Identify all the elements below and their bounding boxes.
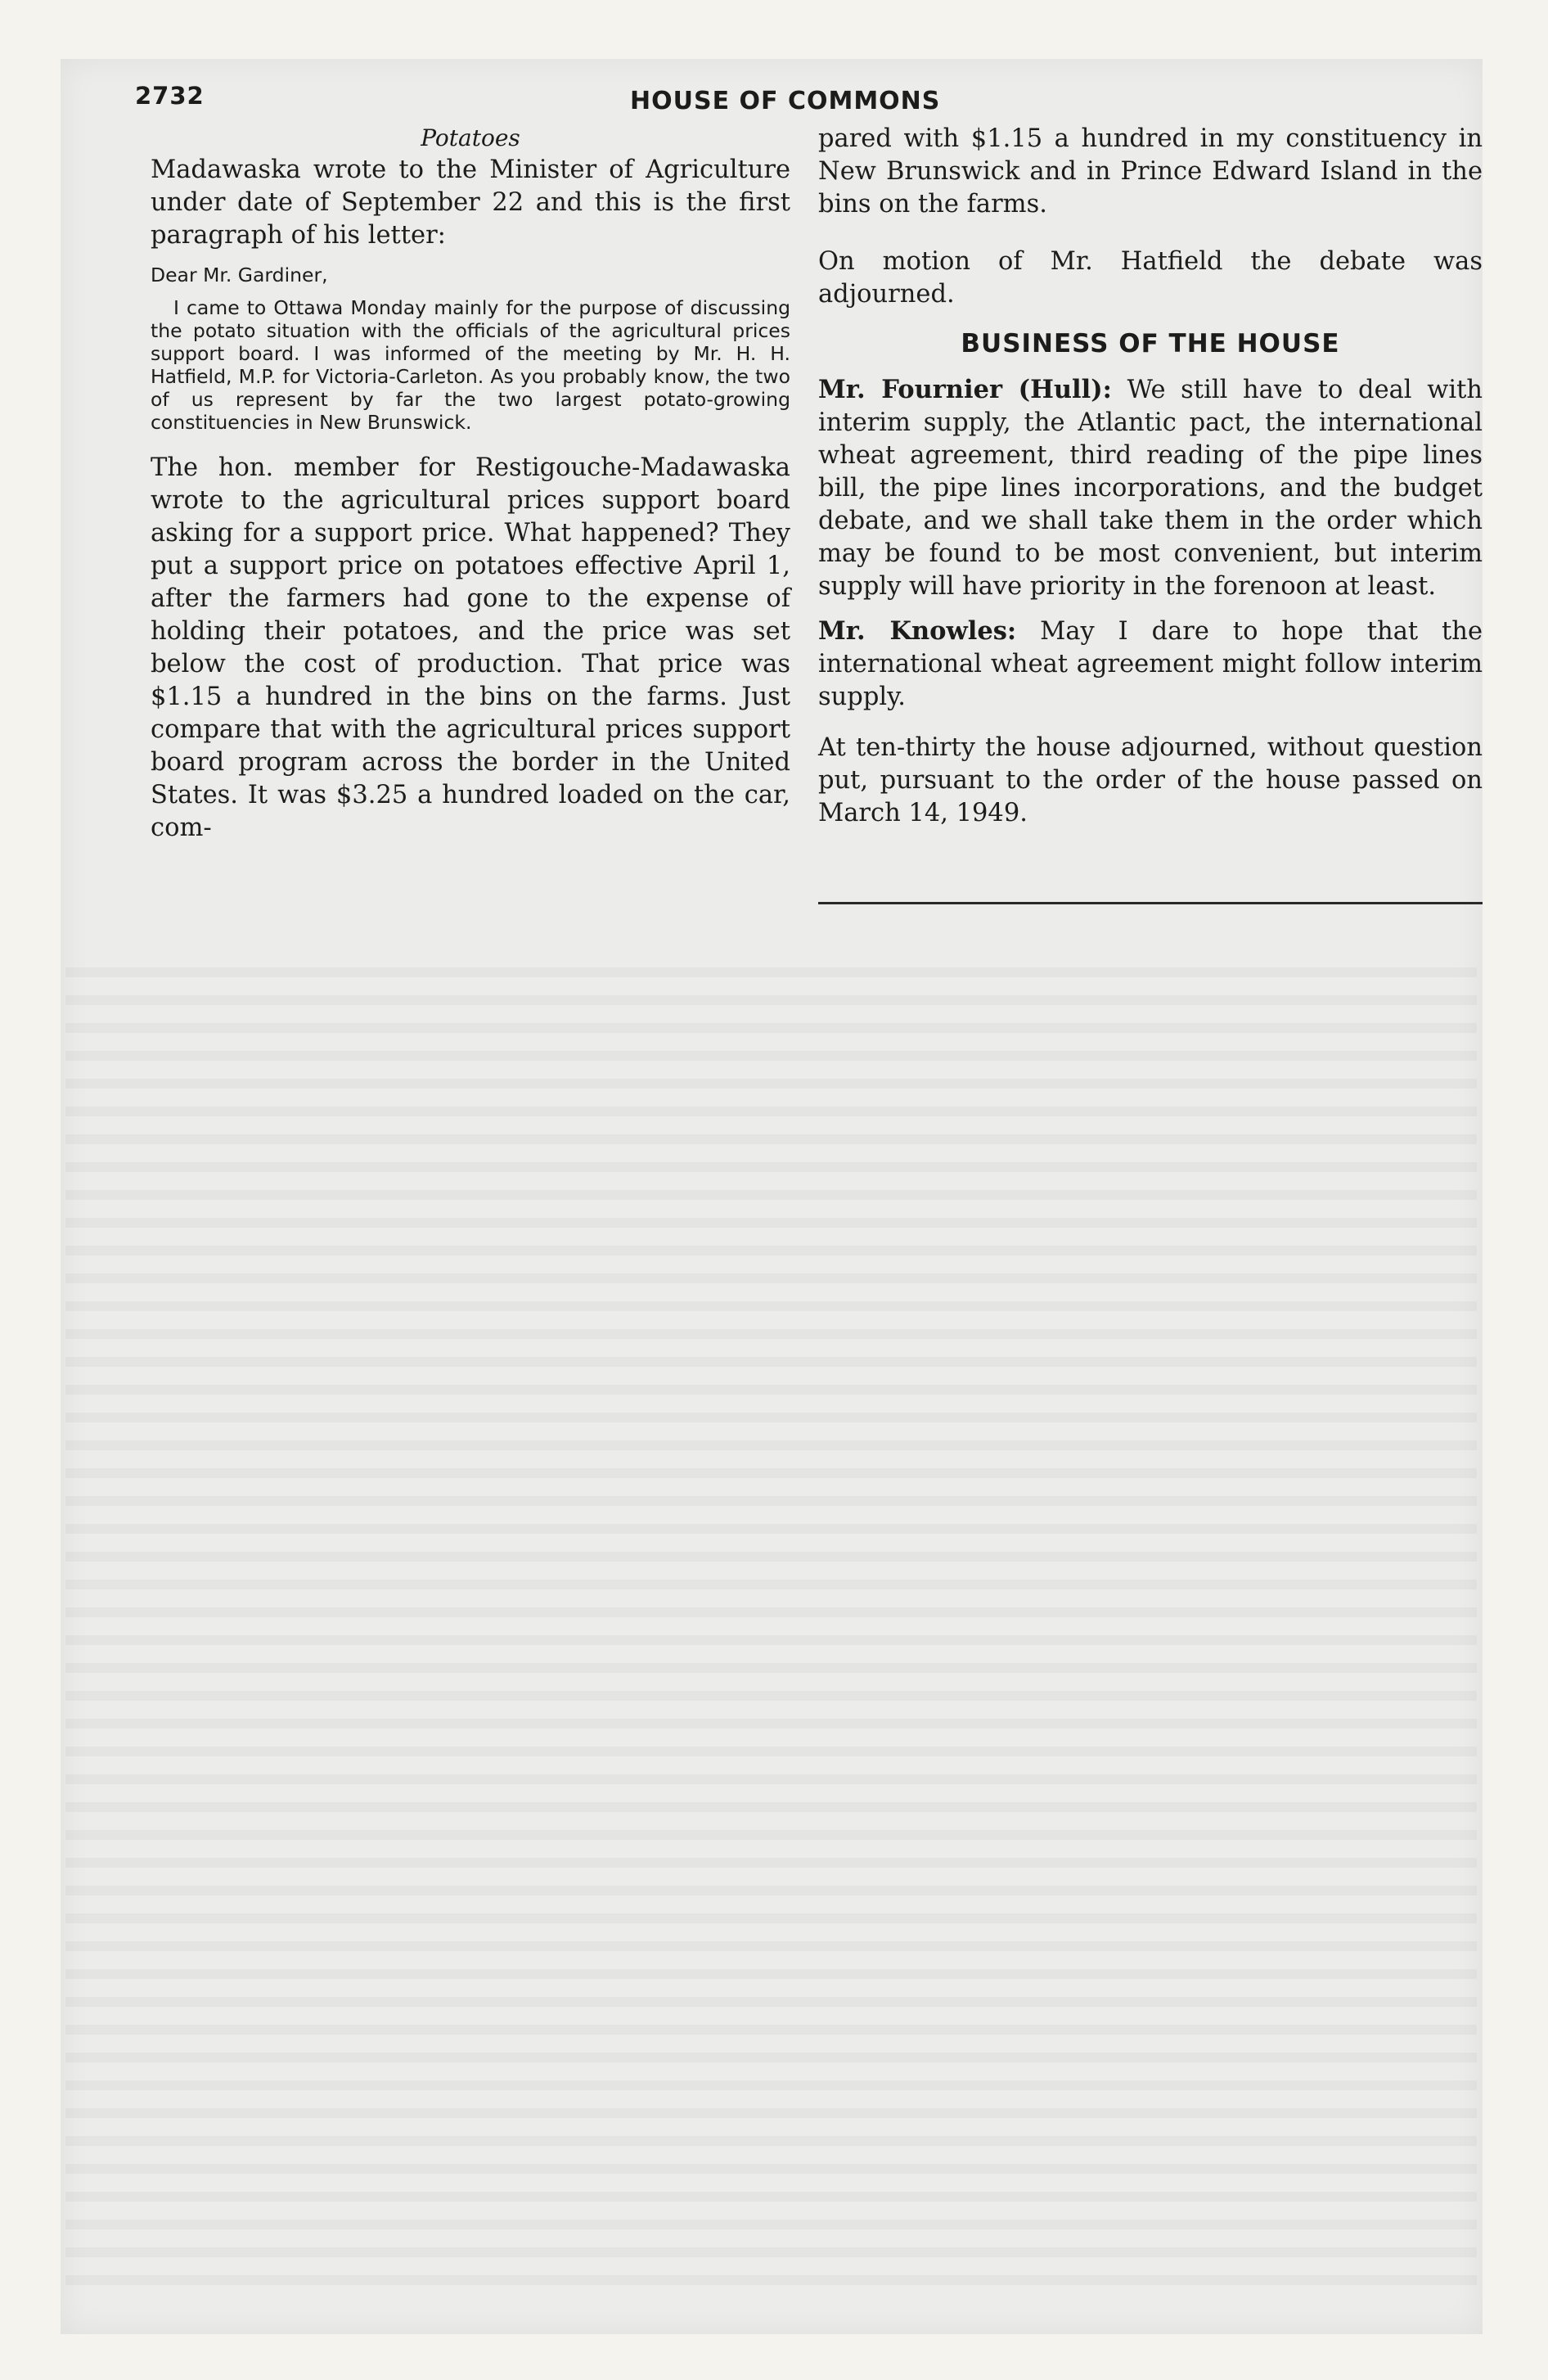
left-column xyxy=(151,123,790,845)
continuation-paragraph-right: pared with $1.15 a hundred in my constituency in New Brunswick and in Prince Edward Island in the bins on the farms. xyxy=(818,124,1483,219)
intro-paragraph: Madawaska wrote to the Minister of Agriculture under date of September 22 and this is the first paragraph of his letter: xyxy=(151,156,790,250)
letter-quote xyxy=(151,264,790,434)
end-rule xyxy=(818,902,1483,904)
adjournment-paragraph: At ten-thirty the house adjourned, without question put, pursuant to the order of the house passed on March 14, 1949. xyxy=(818,733,1483,827)
speech-text: We still have to deal with interim supply, the Atlantic pact, the international wheat agreement, third reading of the pipe lines bill, the pipe lines incorporations, and the budget debate, and we shall take them in the order which may be found to be most convenient, but interim supply will have priority in the forenoon at least. xyxy=(818,376,1483,601)
speaker-name: Mr. Knowles: xyxy=(818,616,1017,646)
motion-paragraph: On motion of Mr. Hatfield the debate was adjourned. xyxy=(818,247,1483,309)
running-head: HOUSE OF COMMONS xyxy=(630,87,941,115)
page-number: 2732 xyxy=(135,82,205,110)
speech-text: May I dare to hope that the international wheat agreement might follow interim supply. xyxy=(818,617,1483,711)
speaker-name: Mr. Fournier (Hull): xyxy=(818,375,1112,404)
show-through-texture xyxy=(65,949,1477,2300)
continuation-paragraph: The hon. member for Restigouche-Madawaska wrote to the agricultural prices support board asking for a support price. What happened? They put a support price on potatoes effective April 1, after the farmers had gone to the expense of holding their potatoes, and the price was set below the cost of production. That price was $1.15 a hundred in the bins on the farms. Just compare that with the agricultural prices support board program across the border in the United States. It was $3.25 a hundred loaded on the car, com- xyxy=(151,453,790,842)
letter-greeting: Dear Mr. Gardiner, xyxy=(151,264,328,286)
fournier-paragraph xyxy=(818,373,1483,603)
knowles-paragraph xyxy=(818,615,1483,714)
right-column xyxy=(818,123,1483,830)
section-heading: BUSINESS OF THE HOUSE xyxy=(961,329,1340,358)
section-label: Potatoes xyxy=(421,124,520,151)
letter-body: I came to Ottawa Monday mainly for the purpose of discussing the potato situation with the officials of the agricultural prices support board. I was informed of the meeting by Mr. H. H. Hatfield, M.P. for Victoria-Carleton. As you probably know, the two of us represent by far the two largest potato-growing constituencies in New Brunswick. xyxy=(151,296,790,434)
